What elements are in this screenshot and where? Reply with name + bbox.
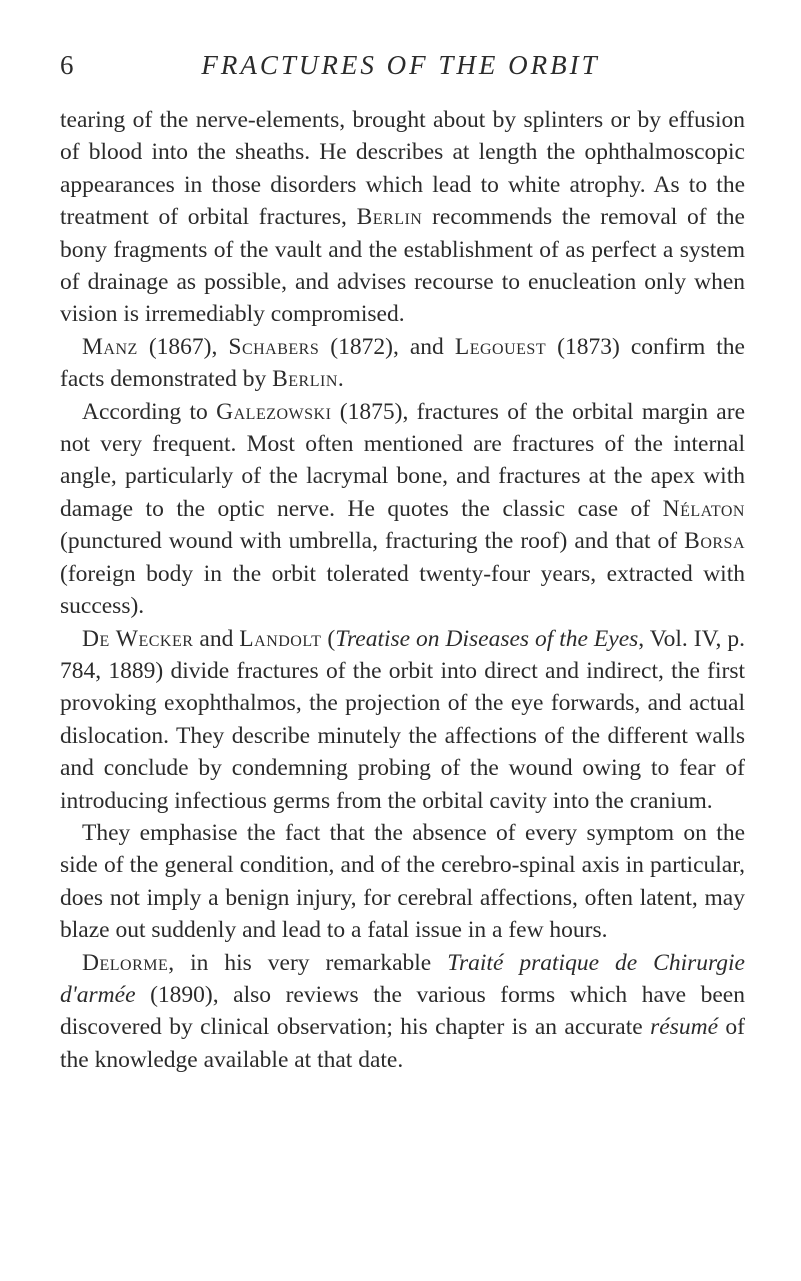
paragraph	[60, 817, 745, 947]
author-name: Schabers	[228, 333, 320, 360]
text-run: (1873) confirm the facts demonstrated by	[60, 333, 745, 393]
author-name: Landolt	[239, 625, 322, 652]
text-run: recommends the removal of the bony fragments of the vault and the establishment of as perfect a system of drainage as possible, and advises recourse to enucleation only when vision is irremediably compromised.	[60, 204, 745, 328]
paragraph	[60, 623, 745, 817]
paragraph	[60, 331, 745, 396]
text-run: , Vol. IV, p. 784, 1889) divide fractures of the orbit into direct and indirect, the first provoking exophthalmos, the projection of the eye forwards, and actual dislocation. They describe minutely the affections of the different walls and conclude by condemning probing of the wound owing to fear of introducing infectious germs from the orbital cavity into the cranium.	[60, 625, 745, 814]
text-run: (foreign body in the orbit tolerated twenty-four years, extracted with success).	[60, 560, 745, 620]
author-name: Berlin	[356, 204, 423, 231]
running-title: FRACTURES OF THE ORBIT	[201, 50, 600, 80]
text-run: They emphasise the fact that the absence of every symptom on the side of the general condition, and of the cerebro-spinal axis in particular, does not imply a benign injury, for cerebral affections, often latent, may blaze out suddenly and lead to a fatal issue in a few hours.	[60, 819, 745, 944]
book-title: Traité pratique de Chirurgie d'armée	[60, 949, 745, 1008]
book-title: Treatise on Diseases of the Eyes	[335, 625, 639, 652]
text-run: (1867),	[137, 333, 229, 360]
paragraph	[60, 947, 745, 1077]
author-name: Nélaton	[662, 495, 745, 522]
text-run: of the knowledge available at that date.	[60, 1014, 745, 1073]
author-name: Manz	[82, 333, 138, 360]
text-run: According to	[82, 398, 217, 425]
author-name: Borsa	[684, 528, 745, 555]
text-run: and	[193, 625, 240, 652]
author-name: Delorme	[82, 949, 169, 976]
paragraph	[60, 104, 745, 331]
text-run: (1875), fractures of the orbital margin are not very frequent. Most often mentioned are fractures of the internal angle, particularly of the lacrymal bone, and fractures at the apex with damage to the optic nerve. He quotes the classic case of	[60, 398, 745, 522]
author-name: Galezowski	[216, 398, 332, 425]
text-run: , in his very remarkable	[168, 949, 448, 976]
body-text	[60, 104, 745, 1076]
text-run: (1890), also reviews the various forms which have been discovered by clinical observation; his chapter is an accurate	[60, 981, 745, 1041]
page-header	[0, 50, 801, 90]
text-run: .	[337, 366, 344, 393]
author-name: Legouest	[454, 333, 547, 360]
paragraph	[60, 396, 745, 623]
italic-term: résumé	[650, 1014, 718, 1041]
text-run: (1872), and	[319, 333, 455, 360]
author-name: De Wecker	[82, 625, 194, 652]
page-number: 6	[60, 50, 75, 80]
author-name: Berlin	[272, 366, 338, 393]
text-run: (punctured wound with umbrella, fracturing the roof) and that of	[60, 528, 685, 555]
text-run: tearing of the nerve-elements, brought about by splinters or by effusion of blood into the sheaths. He describes at length the ophthalmoscopic appearances in those disorders which lead to white atrophy. As to the treatment of orbital fractures,	[60, 107, 745, 231]
text-run: (	[321, 625, 336, 652]
